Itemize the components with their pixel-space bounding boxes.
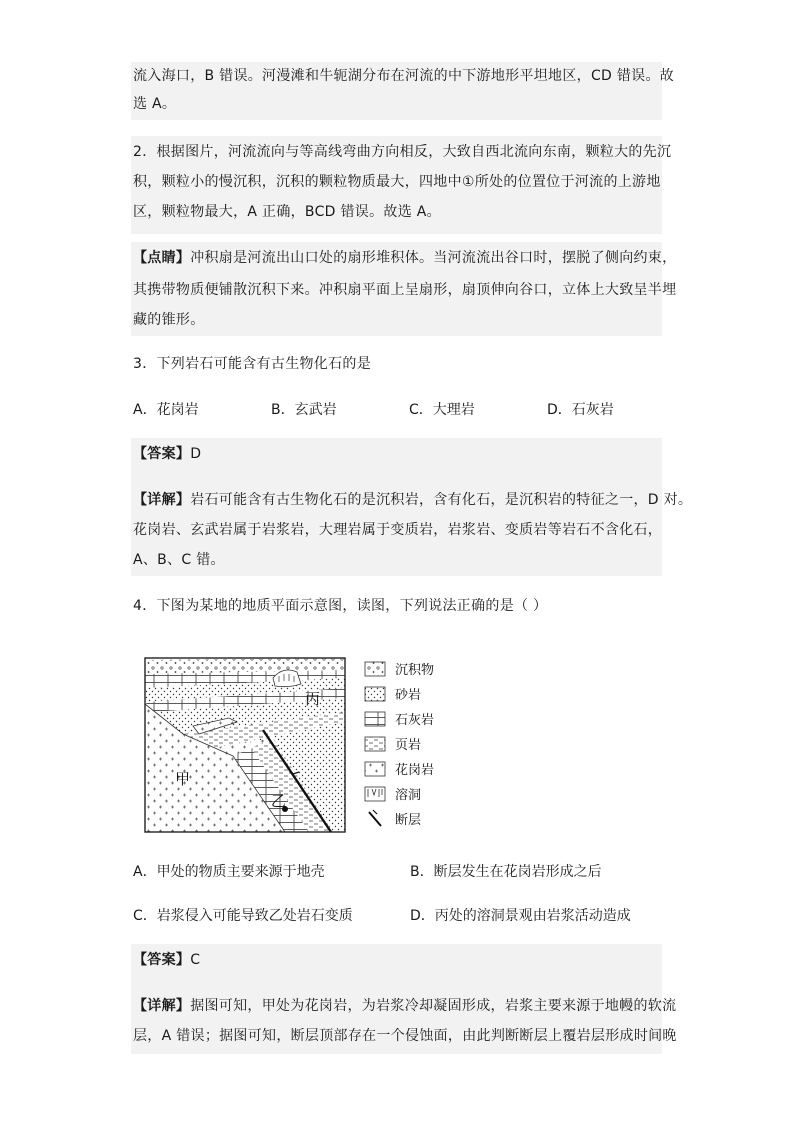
tip-tag: 【点睛】 bbox=[133, 250, 191, 266]
option-b: B．断层发生在花岗岩形成之后 bbox=[410, 864, 602, 880]
question-stem: 4．下图为某地的地质平面示意图，读图，下列说法正确的是（ ） bbox=[133, 598, 548, 614]
legend-label: 石灰岩 bbox=[395, 713, 435, 728]
answer-value: C bbox=[190, 952, 201, 968]
geology-diagram bbox=[133, 648, 443, 838]
label-bing: 丙 bbox=[305, 690, 321, 708]
option-a: A．甲处的物质主要来源于地壳 bbox=[133, 864, 325, 880]
answer-value: D bbox=[190, 446, 202, 462]
answer-line bbox=[133, 444, 201, 464]
detail-line: 【详解】岩石可能含有古生物化石的是沉积岩，含有化石，是沉积岩的特征之一，D 对。 bbox=[133, 492, 693, 508]
legend-swatch-cave bbox=[365, 787, 385, 801]
text-line: 积，颗粒小的慢沉积，沉积的颗粒物质最大，四地中①所处的位置位于河流的上游地 bbox=[133, 174, 661, 190]
option-d: D．丙处的溶洞景观由岩浆活动造成 bbox=[410, 908, 631, 924]
answer-tag: 【答案】 bbox=[133, 952, 191, 968]
text-line: 选 A。 bbox=[133, 96, 177, 112]
legend-label: 溶洞 bbox=[395, 788, 422, 803]
detail-line: 【详解】据图可知，甲处为花岗岩，为岩浆冷却凝固形成，岩浆主要来源于地幔的软流 bbox=[133, 998, 677, 1014]
detail-tag: 【详解】 bbox=[133, 998, 191, 1014]
option-a: A．花岗岩 bbox=[133, 402, 199, 418]
text-line: 层，A 错误；据图可知，断层顶部存在一个侵蚀面，由此判断断层上覆岩层形成时间晚 bbox=[133, 1028, 677, 1044]
legend-label: 花岗岩 bbox=[395, 763, 435, 778]
text-line: 花岗岩、玄武岩属于岩浆岩，大理岩属于变质岩，岩浆岩、变质岩等岩石不含化石， bbox=[133, 522, 663, 538]
legend-swatch-sediment bbox=[365, 662, 385, 676]
text-line: A、B、C 错。 bbox=[133, 552, 225, 568]
legend-label: 页岩 bbox=[395, 738, 422, 753]
label-jia: 甲 bbox=[175, 770, 191, 788]
cross-section bbox=[145, 658, 345, 832]
legend-label: 断层 bbox=[395, 813, 422, 828]
legend-label: 砂岩 bbox=[395, 688, 422, 703]
legend-swatch-granite bbox=[365, 762, 385, 776]
legend-label: 沉积物 bbox=[395, 663, 435, 678]
legend bbox=[365, 662, 434, 828]
text-line: 2．根据图片，河流流向与等高线弯曲方向相反，大致自西北流向东南，颗粒大的先沉 bbox=[133, 144, 672, 160]
tip-line: 【点睛】冲积扇是河流出山口处的扇形堆积体。当河流流出谷口时，摆脱了侧向约束， bbox=[133, 250, 677, 266]
question-stem: 3．下列岩石可能含有古生物化石的是 bbox=[133, 356, 372, 372]
answer-tag: 【答案】 bbox=[133, 446, 191, 462]
text-line: 其携带物质便铺散沉积下来。冲积扇平面上呈扇形，扇顶伸向谷口，立体上大致呈半埋 bbox=[133, 282, 677, 298]
detail-tag: 【详解】 bbox=[133, 492, 191, 508]
text-line: 流入海口，B 错误。河漫滩和牛轭湖分布在河流的中下游地形平坦地区，CD 错误。故 bbox=[133, 68, 675, 84]
text-line: 区，颗粒物最大，A 正确，BCD 错误。故选 A。 bbox=[133, 204, 441, 220]
answer-line bbox=[133, 950, 200, 970]
legend-swatch-shale bbox=[365, 737, 385, 751]
option-d: D．石灰岩 bbox=[547, 402, 614, 418]
label-yi: 乙 bbox=[271, 792, 287, 810]
legend-swatch-fault bbox=[369, 810, 381, 826]
option-c: C．岩浆侵入可能导致乙处岩石变质 bbox=[133, 908, 353, 924]
legend-swatch-sandstone bbox=[365, 687, 385, 701]
option-b: B．玄武岩 bbox=[271, 402, 337, 418]
text-line: 藏的锥形。 bbox=[133, 312, 205, 328]
legend-swatch-limestone bbox=[365, 712, 385, 726]
option-c: C．大理岩 bbox=[409, 402, 475, 418]
